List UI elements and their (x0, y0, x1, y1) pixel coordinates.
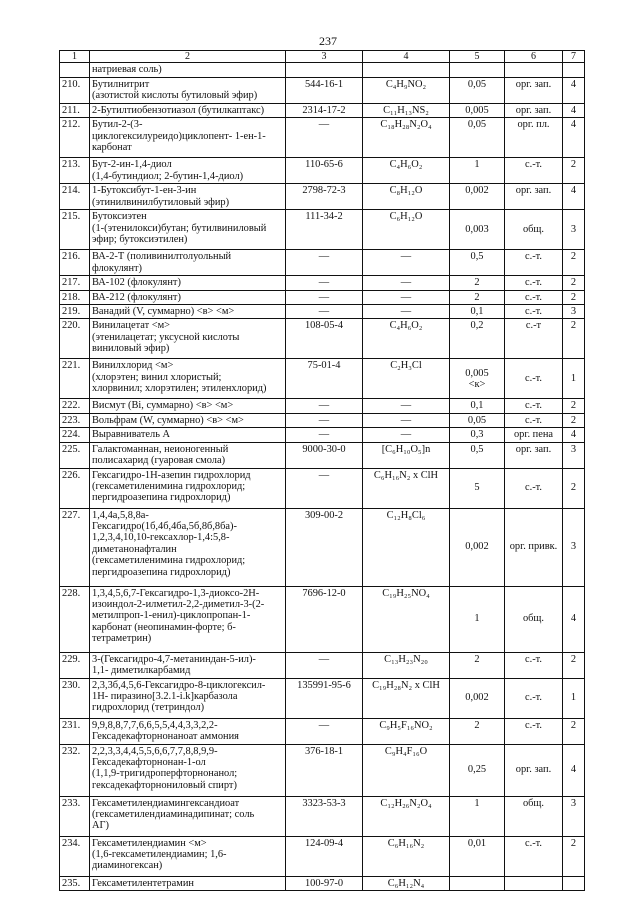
row-number: 219. (60, 305, 90, 319)
limit-value: 0,05 (450, 118, 505, 158)
substance-name: 2,2,3,3,4,4,5,5,6,6,7,7,8,8,9,9- Гексадекафторнонан-1-ол (1,1,9-тригидроперфторнонанол; гексадекафторнониловый спирт) (90, 744, 286, 796)
cas-number: 9000-30-0 (286, 442, 363, 468)
table-row (60, 586, 585, 652)
row-number: 211. (60, 103, 90, 117)
limit-value: 2 (450, 276, 505, 290)
limit-value (450, 63, 505, 77)
hazard-class: 4 (563, 744, 585, 796)
chemical-formula: C₁₂H₈Cl₆ (363, 508, 450, 586)
hazard-indicator: орг. привк. (505, 508, 563, 586)
substance-name: ВА-212 (флокулянт) (90, 290, 286, 304)
row-number (60, 63, 90, 77)
chemical-formula: C₉H₅F₁₆NO₂ (363, 718, 450, 744)
hazard-indicator: с.-т. (505, 678, 563, 718)
table-row (60, 63, 585, 77)
row-number: 231. (60, 718, 90, 744)
hazard-class: 2 (563, 413, 585, 427)
row-number: 233. (60, 796, 90, 836)
hazard-indicator: орг. зап. (505, 442, 563, 468)
hazard-indicator (505, 876, 563, 890)
cas-number: 3323-53-3 (286, 796, 363, 836)
limit-value: 2 (450, 718, 505, 744)
hazard-class: 2 (563, 836, 585, 876)
table-row (60, 508, 585, 586)
table-row (60, 103, 585, 117)
limit-value: 0,002 (450, 508, 505, 586)
cas-number: 110-65-6 (286, 158, 363, 184)
limit-value: 2 (450, 652, 505, 678)
hazard-indicator: с.-т. (505, 158, 563, 184)
cas-number: 376-18-1 (286, 744, 363, 796)
cas-number: — (286, 468, 363, 508)
row-number: 235. (60, 876, 90, 890)
hazard-class: 4 (563, 184, 585, 210)
header-cell: 1 (60, 51, 90, 63)
substance-name: Висмут (Bi, суммарно) <в> <м> (90, 399, 286, 413)
row-number: 224. (60, 428, 90, 442)
cas-number: 2798-72-3 (286, 184, 363, 210)
chemical-formula: C₆H₁₆N₂ (363, 836, 450, 876)
table-row (60, 305, 585, 319)
cas-number: — (286, 290, 363, 304)
hazard-class: 3 (563, 796, 585, 836)
cas-number: 100-97-0 (286, 876, 363, 890)
table-row (60, 652, 585, 678)
row-number: 226. (60, 468, 90, 508)
chemical-formula: — (363, 276, 450, 290)
hazard-class: 4 (563, 103, 585, 117)
chemical-formula: — (363, 290, 450, 304)
table-row (60, 399, 585, 413)
cas-number: — (286, 118, 363, 158)
hazard-class: 1 (563, 678, 585, 718)
cas-number: — (286, 250, 363, 276)
row-number: 210. (60, 77, 90, 103)
substance-name: 2-Бутилтиобензотиазол (бутилкаптакс) (90, 103, 286, 117)
hazard-class: 2 (563, 319, 585, 359)
substance-name: 3-(Гексагидро-4,7-метаниндан-5-ил)- 1,1- диметилкарбамид (90, 652, 286, 678)
hazard-indicator: общ. (505, 210, 563, 250)
row-number: 217. (60, 276, 90, 290)
cas-number: — (286, 305, 363, 319)
limit-value: 0,1 (450, 399, 505, 413)
cas-number: 124-09-4 (286, 836, 363, 876)
limit-value (450, 876, 505, 890)
limit-value: 1 (450, 796, 505, 836)
cas-number: 544-16-1 (286, 77, 363, 103)
table-row (60, 158, 585, 184)
hazard-class: 2 (563, 290, 585, 304)
hazard-indicator: с.-т. (505, 836, 563, 876)
limit-value: 0,05 (450, 77, 505, 103)
row-number: 234. (60, 836, 90, 876)
limit-value: 0,002 (450, 184, 505, 210)
hazard-class: 4 (563, 586, 585, 652)
substance-name: Гексаметилентетрамин (90, 876, 286, 890)
hazard-class (563, 63, 585, 77)
substance-name: ВА-2-Т (поливинилтолуольный флокулянт) (90, 250, 286, 276)
table-row (60, 250, 585, 276)
hazard-indicator: с.-т. (505, 468, 563, 508)
limit-value: 0,003 (450, 210, 505, 250)
chemical-formula: — (363, 428, 450, 442)
limit-value: 2 (450, 290, 505, 304)
substance-name: Галактоманнан, неионогенный полисахарид (гуаровая смола) (90, 442, 286, 468)
hazard-indicator: общ. (505, 586, 563, 652)
row-number: 230. (60, 678, 90, 718)
row-number: 229. (60, 652, 90, 678)
substance-name: Бут-2-ин-1,4-диол (1,4-бутиндиол; 2-бутин-1,4-диол) (90, 158, 286, 184)
header-cell: 4 (363, 51, 450, 63)
row-number: 214. (60, 184, 90, 210)
table-row (60, 836, 585, 876)
hazard-indicator: орг. зап. (505, 103, 563, 117)
chemical-formula: C₁₉H₂₈N₂ x ClH (363, 678, 450, 718)
substance-name: Выравниватель А (90, 428, 286, 442)
hazard-class: 3 (563, 508, 585, 586)
header-cell: 7 (563, 51, 585, 63)
limit-value: 0,3 (450, 428, 505, 442)
row-number: 222. (60, 399, 90, 413)
table-row (60, 428, 585, 442)
cas-number: 135991-95-6 (286, 678, 363, 718)
hazard-indicator: с.-т. (505, 652, 563, 678)
substance-name: ВА-102 (флокулянт) (90, 276, 286, 290)
limit-value: 0,005 <к> (450, 359, 505, 399)
table-row (60, 413, 585, 427)
row-number: 216. (60, 250, 90, 276)
hazard-class: 2 (563, 158, 585, 184)
substance-name: 1,4,4а,5,8,8а- Гексагидро(1б,4б,4ба,5б,8б,8ба)- 1,2,3,4,10,10-гексахлор-1,4:5,8- диметанонафталин (гексаметиленимина гидрохлорид; пергидроазепина гидрохлорид) (90, 508, 286, 586)
table-row (60, 876, 585, 890)
hazard-indicator: орг. зап. (505, 744, 563, 796)
hazard-indicator: с.-т. (505, 718, 563, 744)
cas-number: 2314-17-2 (286, 103, 363, 117)
table-row (60, 442, 585, 468)
header-cell: 3 (286, 51, 363, 63)
cas-number: — (286, 413, 363, 427)
hazard-indicator: с.-т (505, 319, 563, 359)
chemical-formula: C₆H₁₂N₄ (363, 876, 450, 890)
substance-name: Винилхлорид <м> (хлорэтен; винил хлористый; хлорвинил; хлорэтилен; этиленхлорид) (90, 359, 286, 399)
chemical-formula: C₄H₉NO₂ (363, 77, 450, 103)
substance-name: Гексагидро-1Н-азепин гидрохлорид (гексаметиленимина гидрохлорид; пергидроазепина гидрохлорид) (90, 468, 286, 508)
chemical-formula: — (363, 413, 450, 427)
table-row (60, 118, 585, 158)
hazard-indicator: орг. пл. (505, 118, 563, 158)
hazard-indicator: с.-т. (505, 305, 563, 319)
hazard-indicator: орг. пена (505, 428, 563, 442)
chemical-formula (363, 63, 450, 77)
hazard-indicator: с.-т. (505, 276, 563, 290)
hazard-indicator: с.-т. (505, 290, 563, 304)
substances-table (59, 50, 585, 891)
cas-number (286, 63, 363, 77)
substance-name: Бутоксиэтен (1-(этенилокси)бутан; бутилвиниловый эфир; бутоксиэтилен) (90, 210, 286, 250)
hazard-class: 2 (563, 399, 585, 413)
row-number: 213. (60, 158, 90, 184)
row-number: 215. (60, 210, 90, 250)
cas-number: — (286, 276, 363, 290)
chemical-formula: C₂H₃Cl (363, 359, 450, 399)
header-cell: 5 (450, 51, 505, 63)
hazard-class: 2 (563, 276, 585, 290)
row-number: 227. (60, 508, 90, 586)
table-row (60, 359, 585, 399)
cas-number: — (286, 428, 363, 442)
chemical-formula: C₁₃H₂₃N₂₀ (363, 652, 450, 678)
chemical-formula: C₄H₆O₂ (363, 319, 450, 359)
hazard-class: 2 (563, 652, 585, 678)
chemical-formula: — (363, 305, 450, 319)
hazard-class: 3 (563, 305, 585, 319)
table-row (60, 468, 585, 508)
hazard-indicator: с.-т. (505, 250, 563, 276)
substance-name: Ванадий (V, суммарно) <в> <м> (90, 305, 286, 319)
chemical-formula: [C₆H₁₀O₅]n (363, 442, 450, 468)
limit-value: 0,1 (450, 305, 505, 319)
chemical-formula: C₁₈H₂₈N₂O₄ (363, 118, 450, 158)
chemical-formula: C₄H₆O₂ (363, 158, 450, 184)
limit-value: 0,05 (450, 413, 505, 427)
cas-number: 309-00-2 (286, 508, 363, 586)
hazard-indicator: с.-т. (505, 413, 563, 427)
table-row (60, 319, 585, 359)
cas-number: — (286, 718, 363, 744)
row-number: 228. (60, 586, 90, 652)
substance-name: Винилацетат <м> (этенилацетат; уксусной кислоты виниловый эфир) (90, 319, 286, 359)
substance-name: натриевая соль) (90, 63, 286, 77)
table-row (60, 276, 585, 290)
cas-number: 7696-12-0 (286, 586, 363, 652)
limit-value: 0,25 (450, 744, 505, 796)
limit-value: 0,01 (450, 836, 505, 876)
hazard-indicator: с.-т. (505, 359, 563, 399)
cas-number: 108-05-4 (286, 319, 363, 359)
table-row (60, 718, 585, 744)
table-row (60, 678, 585, 718)
header-cell: 2 (90, 51, 286, 63)
hazard-indicator (505, 63, 563, 77)
hazard-indicator: орг. зап. (505, 77, 563, 103)
chemical-formula: C₈H₁₂O (363, 184, 450, 210)
row-number: 212. (60, 118, 90, 158)
substance-name: 9,9,8,8,7,7,6,6,5,5,4,4,3,3,2,2- Гексадекафторнонаноат аммония (90, 718, 286, 744)
table-header-row (60, 51, 585, 63)
table-row (60, 184, 585, 210)
limit-value: 0,5 (450, 442, 505, 468)
cas-number: — (286, 652, 363, 678)
chemical-formula: — (363, 250, 450, 276)
cas-number: — (286, 399, 363, 413)
substance-name: 1-Бутоксибут-1-ен-3-ин (этинилвинилбутиловый эфир) (90, 184, 286, 210)
substance-name: Бутил-2-(3- циклогексилуреидо)циклопент- 1-ен-1- карбонат (90, 118, 286, 158)
row-number: 220. (60, 319, 90, 359)
substance-name: Гексаметилендиамингександиоат (гексаметилендиаминадипинат; соль АГ) (90, 796, 286, 836)
limit-value: 0,005 (450, 103, 505, 117)
chemical-formula: C₉H₄F₁₆O (363, 744, 450, 796)
hazard-class: 2 (563, 468, 585, 508)
hazard-class: 4 (563, 118, 585, 158)
row-number: 232. (60, 744, 90, 796)
substance-name: Вольфрам (W, суммарно) <в> <м> (90, 413, 286, 427)
limit-value: 5 (450, 468, 505, 508)
hazard-class: 2 (563, 718, 585, 744)
hazard-class: 4 (563, 428, 585, 442)
chemical-formula: C₁₉H₂₅NO₄ (363, 586, 450, 652)
row-number: 223. (60, 413, 90, 427)
row-number: 221. (60, 359, 90, 399)
hazard-class: 3 (563, 442, 585, 468)
page-number: 237 (319, 34, 337, 48)
substance-name: 2,3,3б,4,5,6-Гексагидро-8-циклогексил- 1Н- пиразино[3.2.1-i.k]карбазола гидрохлорид (тетриндол) (90, 678, 286, 718)
hazard-class: 3 (563, 210, 585, 250)
table-body (60, 63, 585, 891)
substance-name: Гексаметилендиамин <м> (1,6-гексаметилендиамин; 1,6- диаминогексан) (90, 836, 286, 876)
table-row (60, 77, 585, 103)
row-number: 218. (60, 290, 90, 304)
hazard-class (563, 876, 585, 890)
limit-value: 0,2 (450, 319, 505, 359)
table-row (60, 744, 585, 796)
limit-value: 0,002 (450, 678, 505, 718)
substance-name: 1,3,4,5,6,7-Гексагидро-1,3-диоксо-2Н- изоиндол-2-илметил-2,2-диметил-3-(2- метилпроп-1-енил)-циклопропан-1- карбонат (неопинамин-форте; б- тетраметрин) (90, 586, 286, 652)
hazard-indicator: с.-т. (505, 399, 563, 413)
limit-value: 1 (450, 158, 505, 184)
table-row (60, 210, 585, 250)
hazard-class: 4 (563, 77, 585, 103)
chemical-formula: — (363, 399, 450, 413)
cas-number: 111-34-2 (286, 210, 363, 250)
row-number: 225. (60, 442, 90, 468)
chemical-formula: C₁₁H₁₃NS₂ (363, 103, 450, 117)
header-cell: 6 (505, 51, 563, 63)
hazard-class: 2 (563, 250, 585, 276)
chemical-formula: C₆H₁₂O (363, 210, 450, 250)
substance-name: Бутилнитрит (азотистой кислоты бутиловый эфир) (90, 77, 286, 103)
limit-value: 0,5 (450, 250, 505, 276)
table-row (60, 796, 585, 836)
chemical-formula: C₆H₁₆N₂ x ClH (363, 468, 450, 508)
limit-value: 1 (450, 586, 505, 652)
hazard-indicator: орг. зап. (505, 184, 563, 210)
hazard-indicator: общ. (505, 796, 563, 836)
cas-number: 75-01-4 (286, 359, 363, 399)
chemical-formula: C₁₂H₂₆N₂O₄ (363, 796, 450, 836)
table-row (60, 290, 585, 304)
hazard-class: 1 (563, 359, 585, 399)
